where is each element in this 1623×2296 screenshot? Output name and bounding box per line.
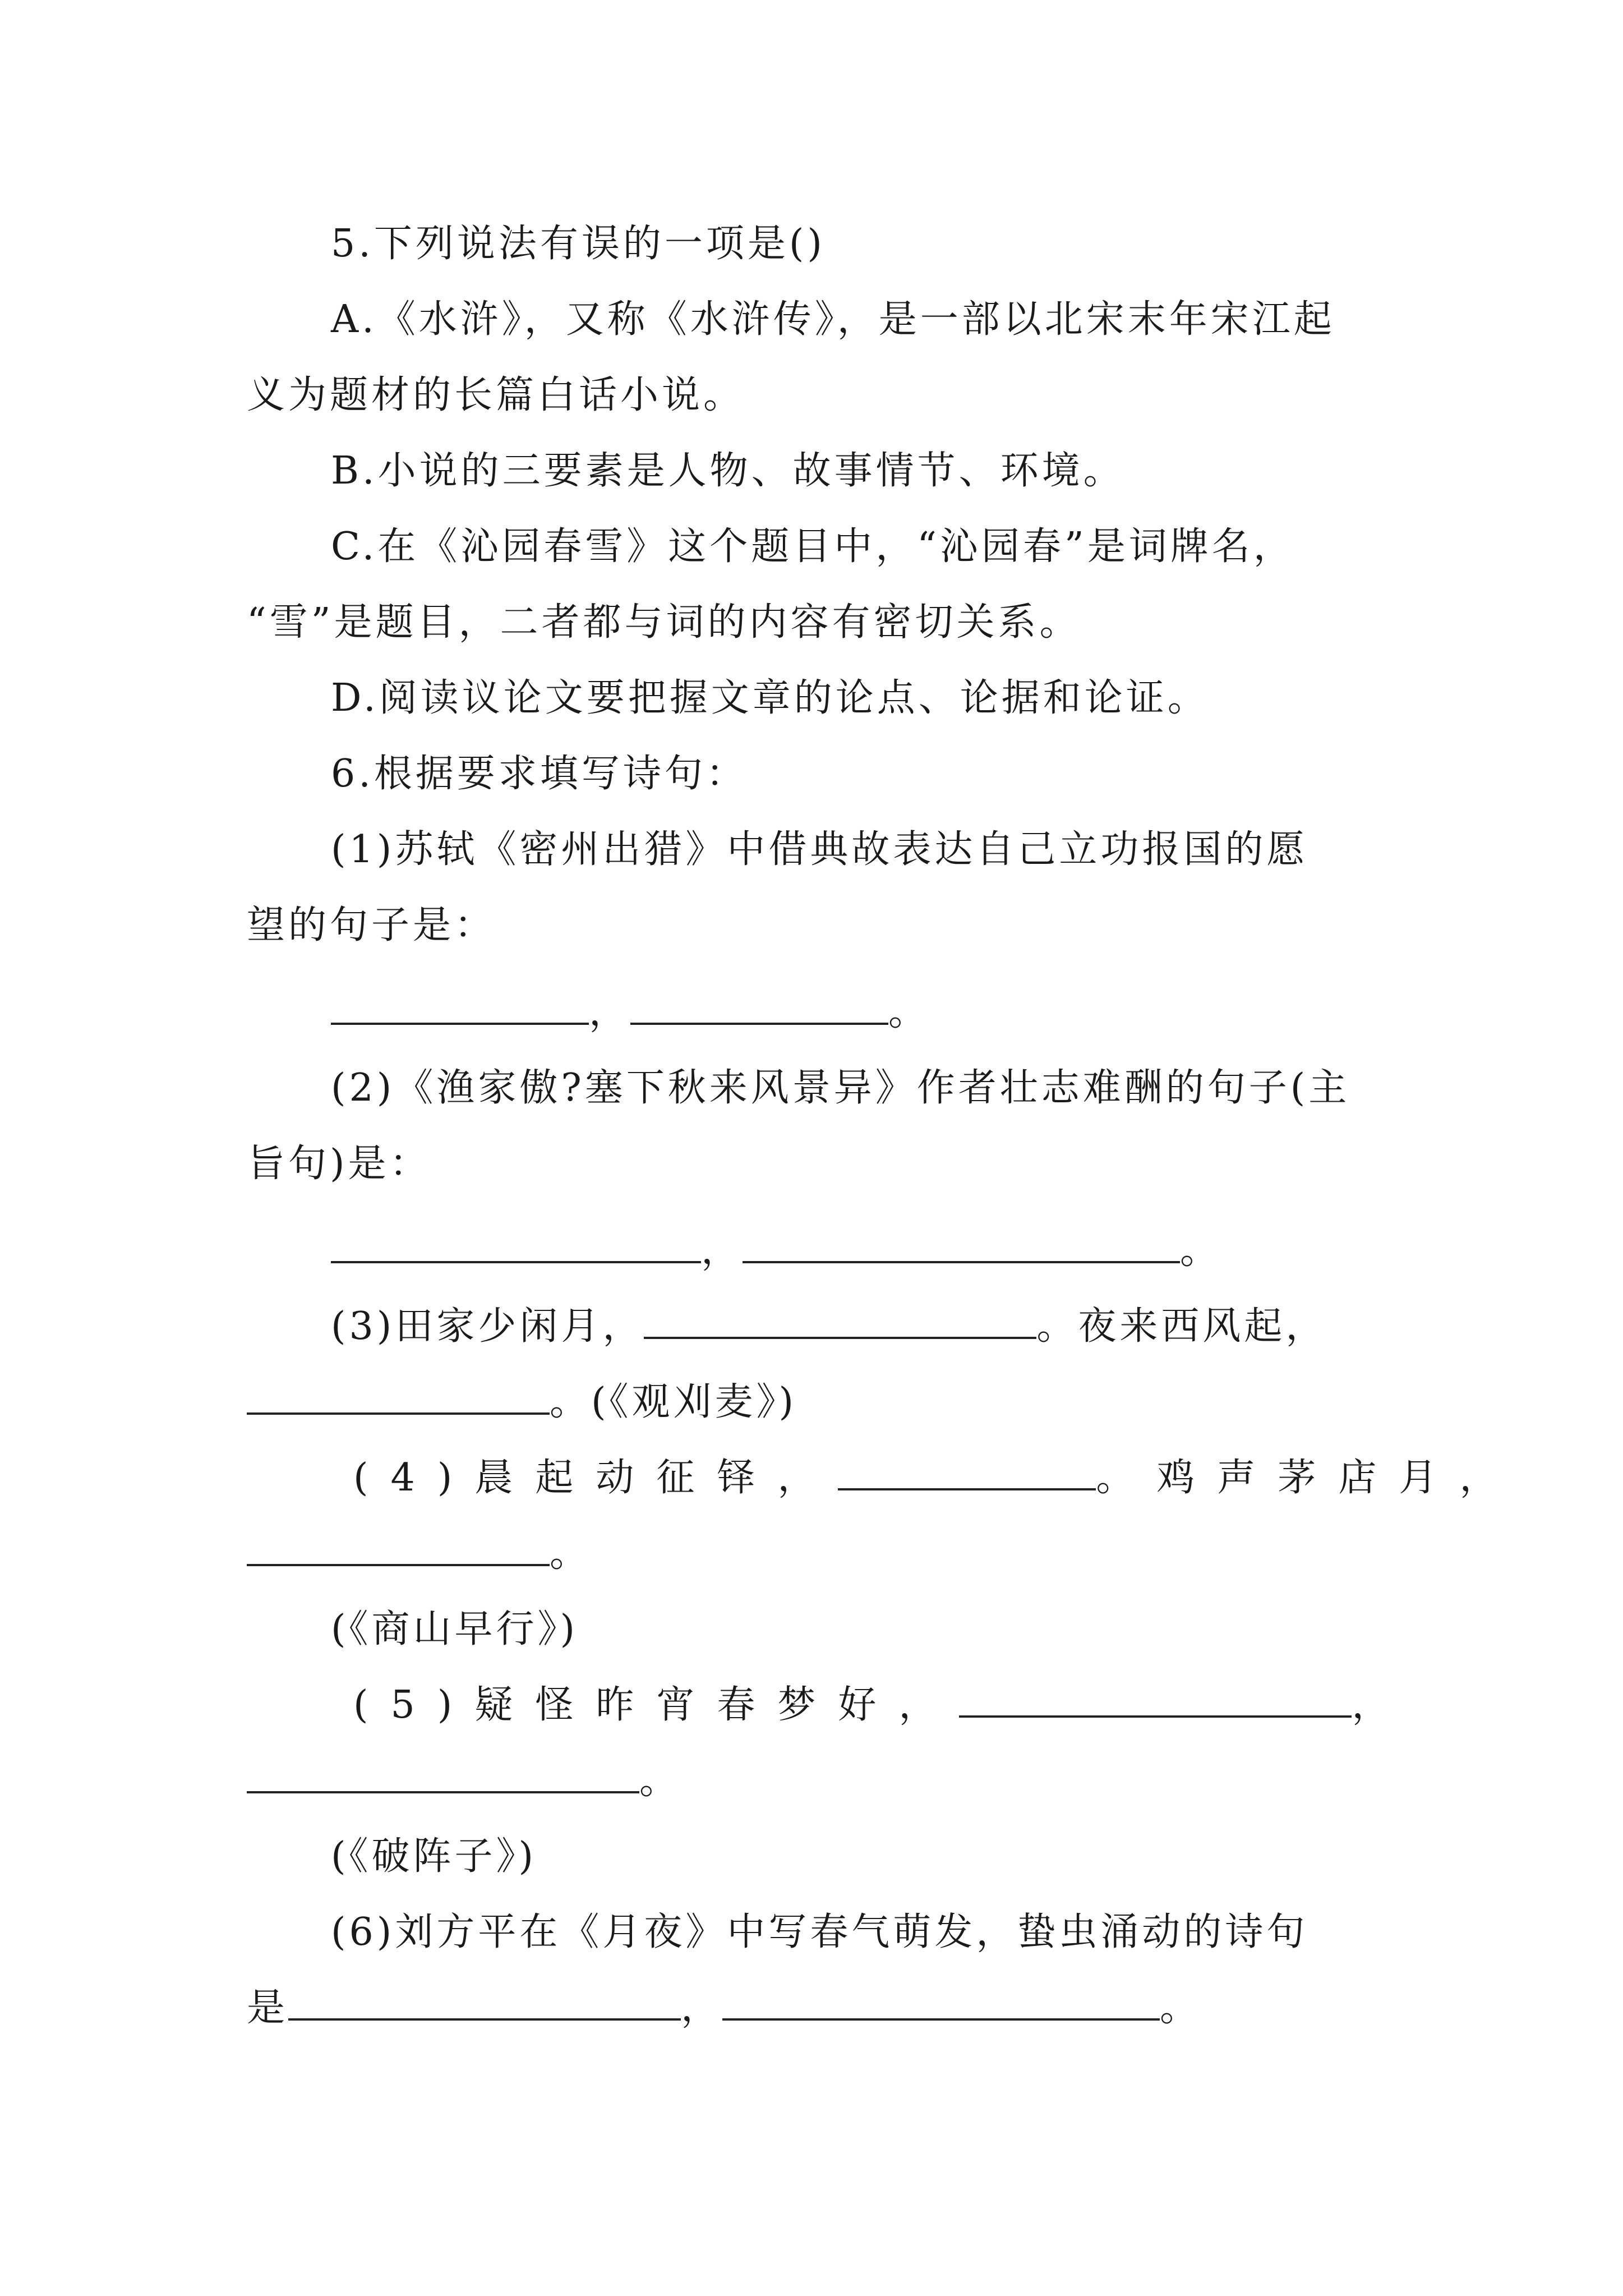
q6-item3-text2: 。夜来西风起， [1036,1304,1327,1349]
answer-blank[interactable] [247,1530,550,1566]
q6-item3-line2 [247,1377,1385,1428]
q5-option-c-line2: “雪”是题目，二者都与词的内容有密切关系。 [247,600,1081,645]
q6-item4-line1 [353,1453,1520,1503]
q6-item4-text1: (4)晨起动征铎， [353,1456,838,1500]
q6-item3-source: 。(《观刈麦》) [550,1380,797,1424]
q6-item5-line1 [353,1680,1492,1731]
q5-option-a-line1: A.《水浒》，又称《水浒传》，是一部以北宋末年宋江起 [331,297,1335,342]
answer-blank[interactable] [743,1227,1180,1263]
q6-item3-text1: (3)田家少闲月， [331,1304,644,1349]
answer-blank[interactable] [331,989,589,1025]
q6-item6-text1: 是 [247,1986,289,2030]
period: 。 [1160,1986,1202,2030]
q6-item1-line2: 望的句子是： [247,903,496,947]
answer-blank[interactable] [630,989,888,1025]
comma: ， [589,990,631,1034]
q6-item2-line2: 旨句)是： [247,1142,431,1186]
period: 。 [1180,1228,1222,1273]
period: 。 [639,1759,681,1803]
q5-stem: 5.下列说法有误的一项是() [331,222,826,266]
answer-blank[interactable] [331,1227,701,1263]
q6-item6-line1: (6)刘方平在《月夜》中写春气萌发，蛰虫涌动的诗句 [331,1910,1308,1954]
q6-item3-line1 [331,1301,1469,1352]
q6-item5-source: (《破阵子》) [331,1834,537,1879]
q6-item5-text1: (5)疑怪昨宵春梦好， [353,1683,960,1727]
answer-blank[interactable] [247,1757,639,1793]
answer-blank[interactable] [838,1455,1096,1490]
q6-item4-line2 [247,1529,1385,1579]
comma: ， [701,1228,743,1273]
q6-stem: 6.根据要求填写诗句： [331,752,748,796]
q6-item1-line1: (1)苏轼《密州出猎》中借典故表达自己立功报国的愿 [331,827,1308,872]
answer-blank[interactable] [288,1985,681,2021]
q6-item2-answer-line [331,1226,1469,1276]
q5-option-b: B.小说的三要素是人物、故事情节、环境。 [331,449,1125,493]
q5-option-a-line2: 义为题材的长篇白话小说。 [247,373,745,417]
answer-blank[interactable] [644,1303,1036,1339]
period: 。 [888,990,930,1034]
q5-option-c-line1: C.在《沁园春雪》这个题目中，“沁园春”是词牌名， [331,524,1295,569]
comma: ， [681,1986,723,2030]
q6-item1-answer-line [331,987,1469,1038]
q6-item4-source: (《商山早行》) [331,1607,579,1651]
q5-option-d: D.阅读议论文要把握文章的论点、论据和论证。 [331,676,1209,720]
answer-blank[interactable] [247,1379,550,1415]
answer-blank[interactable] [722,1985,1160,2021]
answer-blank[interactable] [959,1682,1352,1718]
period: 。 [550,1531,592,1576]
q6-item2-line1: (2)《渔家傲?塞下秋来风景异》作者壮志难酬的句子(主 [331,1066,1350,1110]
comma: ， [1352,1683,1413,1727]
q6-item5-line2 [247,1756,1385,1806]
q6-item6-line2 [247,1983,1385,2033]
q6-item4-text2: 。鸡声茅店月， [1096,1456,1520,1500]
